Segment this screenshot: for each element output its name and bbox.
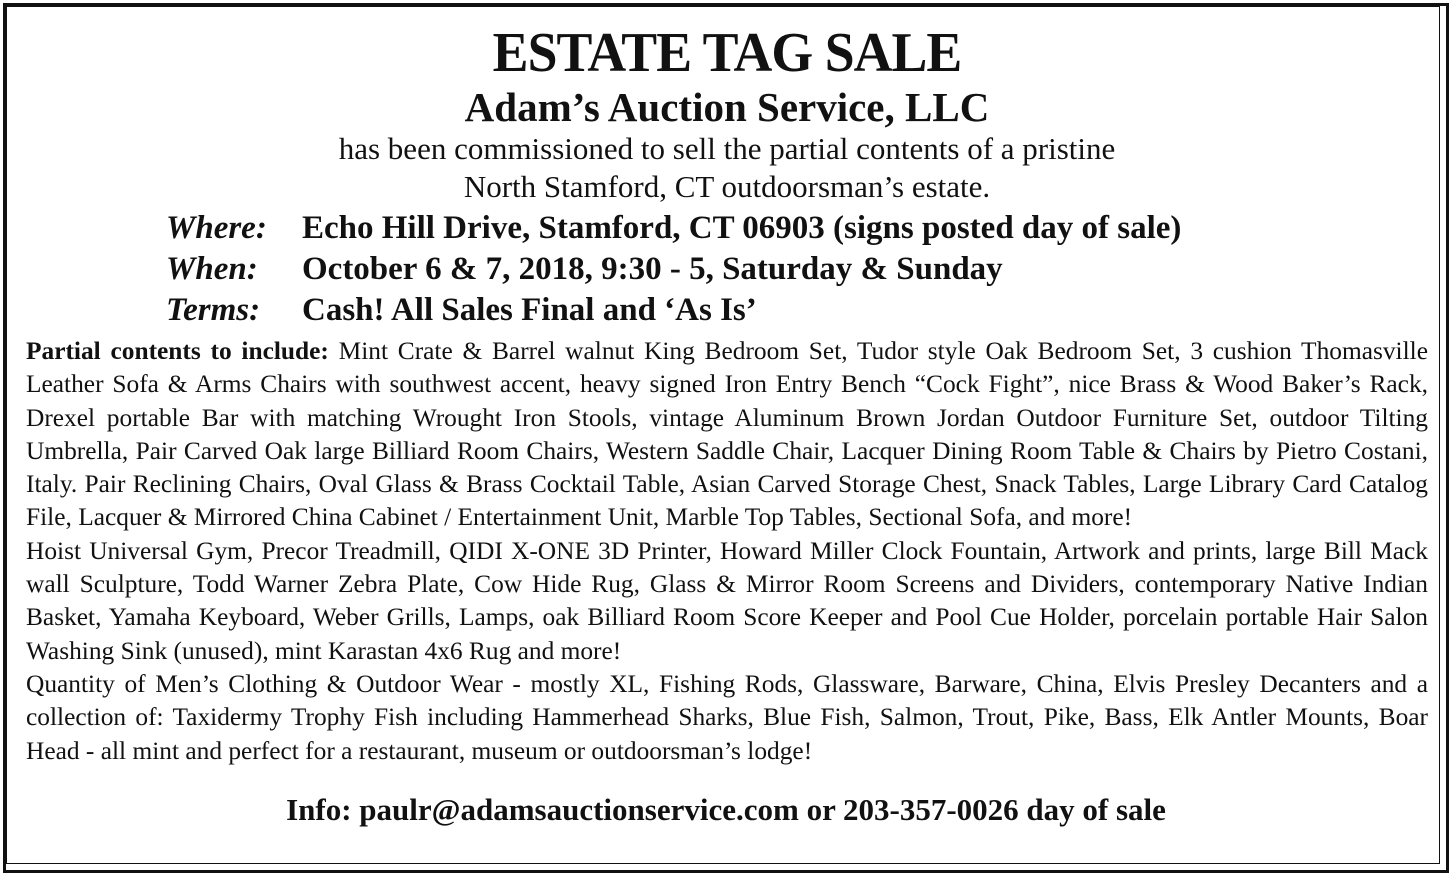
ad-content	[26, 22, 1428, 768]
contents-lead: Partial contents to include:	[26, 337, 329, 365]
contents-list	[26, 335, 1428, 768]
contents-paragraph-3: Quantity of Men’s Clothing & Outdoor Wear - mostly XL, Fishing Rods, Glassware, Barware, China, Elvis Presley Decanters and a collection of: Taxidermy Trophy Fish including Hammerhead Sharks, Blue Fish, Salmon, Trout, Pike, Bass, Elk Antler Mounts, Boar Head - all mint and perfect for a restaurant, museum or outdoorsman’s lodge!	[26, 669, 1428, 765]
when-label: When:	[166, 251, 258, 287]
terms-row	[26, 290, 1428, 331]
terms-value: Cash! All Sales Final and ‘As Is’	[302, 292, 757, 328]
contents-paragraph-1-text: Mint Crate & Barrel walnut King Bedroom Set, Tudor style Oak Bedroom Set, 3 cushion Thomasville Leather Sofa & Arms Chairs with southwest accent, heavy signed Iron Entry Bench “Cock Fight”, nice Brass & Wood Baker’s Rack, Drexel portable Bar with matching Wrought Iron Stools, vintage Aluminum Brown Jordan Outdoor Furniture Set, outdoor Tilting Umbrella, Pair Carved Oak large Billiard Room Chairs, Western Saddle Chair, Lacquer Dining Room Table & Chairs by Pietro Costani, Italy. Pair Reclining Chairs, Oval Glass & Brass Cocktail Table, Asian Carved Storage Chest, Snack Tables, Large Library Card Catalog File, Lacquer & Mirrored China Cabinet / Entertainment Unit, Marble Top Tables, Sectional Sofa, and more!	[26, 337, 1428, 532]
contents-paragraph-1	[26, 335, 1428, 535]
contents-paragraph-2: Hoist Universal Gym, Precor Treadmill, QIDI X-ONE 3D Printer, Howard Miller Clock Fountain, Artwork and prints, large Bill Mack wall Sculpture, Todd Warner Zebra Plate, Cow Hide Rug, Glass & Mirror Room Screens and Dividers, contemporary Native Indian Basket, Yamaha Keyboard, Weber Grills, Lamps, oak Billiard Room Score Keeper and Pool Cue Holder, porcelain portable Hair Salon Washing Sink (unused), mint Karastan 4x6 Rug and more!	[26, 536, 1428, 665]
where-row	[26, 208, 1428, 249]
company-name: Adam’s Auction Service, LLC	[464, 84, 990, 130]
when-value: October 6 & 7, 2018, 9:30 - 5, Saturday & Sunday	[302, 251, 1003, 287]
when-row	[26, 249, 1428, 290]
intro-line-2: North Stamford, CT outdoorsman’s estate.	[463, 169, 991, 204]
intro-line-1: has been commissioned to sell the partial contents of a pristine	[338, 131, 1116, 166]
where-value: Echo Hill Drive, Stamford, CT 06903 (signs posted day of sale)	[302, 210, 1182, 246]
terms-label: Terms:	[166, 292, 261, 328]
where-label: Where:	[166, 210, 267, 246]
ad-title: ESTATE TAG SALE	[492, 22, 962, 84]
sale-details	[26, 208, 1428, 331]
contact-info: Info: paulr@adamsauctionservice.com or 203-357-0026 day of sale	[286, 792, 1166, 827]
